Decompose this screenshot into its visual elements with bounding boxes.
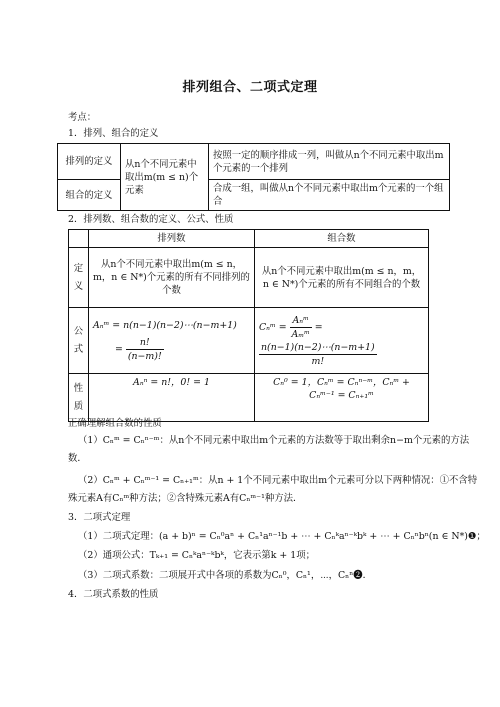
property-2-line-2: 殊元素A有Cₙᵐ种方法；②含特殊元素A有Cₙᵐ⁻¹种方法． — [68, 493, 303, 504]
comb-frac2-num: n(n−1)(n−2)⋯(n−m+1) — [261, 341, 375, 353]
general-term: （2）通项公式：Tₖ₊₁ = Cₙᵏaⁿ⁻ᵏbᵏ，它表示第k + 1项； — [78, 550, 315, 561]
perm-property: Aₙⁿ = n!，0! = 1 — [89, 374, 255, 422]
perm-formula-factorial: = $\frac{n!}{(n-m)!}$ — [115, 336, 162, 362]
binomial-theorem: （1）二项式定理：(a + b)ⁿ = Cₙ⁰aⁿ + Cₙ¹aⁿ⁻¹b + ⋯ + Cₙᵏaⁿ⁻ᵏbᵏ + ⋯ + Cₙⁿbⁿ(n ∈ N*)❶； — [78, 531, 486, 542]
row-label-definition: 定义 — [69, 248, 89, 308]
col-header-comb: 组合数 — [255, 230, 429, 248]
perm-formula-expanded: Aₙᵐ = n(n−1)(n−2)⋯(n−m+1) — [93, 319, 237, 331]
corner-cell — [69, 230, 89, 248]
table-row — [69, 374, 429, 422]
comb-lhs: Cₙᵐ = — [259, 321, 287, 333]
perm-definition: 从n个不同元素中取出m(m ≤ n，m，n ∈ N*)个元素的所有不同排列的个数 — [89, 248, 255, 308]
perm-frac-den: (n−m)! — [127, 350, 162, 362]
property-2-line-1: （2）Cₙᵐ + Cₙᵐ⁻¹ = Cₙ₊₁ᵐ：从n + 1个不同元素中取出m个元素可分以下两种情况：①不含特 — [78, 475, 478, 486]
property-title: 正确理解组合数的性质 — [68, 418, 162, 429]
comb-formula-cell — [255, 308, 429, 374]
property-1-line-1: （1）Cₙᵐ = Cₙⁿ⁻ᵐ：从n个不同元素中取出m个元素的方法数等于取出剩余n−m个元素的方法 — [78, 435, 470, 446]
comb-formula: Cₙᵐ = $\frac{\text{Aₙᵐ}}{\text{Aₘᵐ}}$ = $\frac{n(n-1)(n-2)\cdots(n-m+1)}{m!}$ — [259, 314, 375, 367]
row-label-formula: 公式 — [69, 308, 89, 374]
comb-frac1-den: Aₘᵐ — [291, 328, 310, 340]
section-3-heading: 3．二项式定理 — [68, 512, 131, 523]
col-header-perm: 排列数 — [89, 230, 255, 248]
table-row — [58, 180, 450, 211]
section-2-heading: 2．排列数、组合数的定义、公式、性质 — [68, 214, 234, 225]
perm-def-label: 排列的定义 — [58, 144, 121, 180]
comb-def-desc: 合成一组，叫做从n个不同元素中取出m个元素的一个组合 — [209, 180, 450, 211]
comb-property: Cₙ⁰ = 1，Cₙᵐ = Cₙⁿ⁻ᵐ，Cₙᵐ + Cₙᵐ⁻¹ = Cₙ₊₁ᵐ — [255, 374, 429, 422]
perm-def-desc: 按照一定的顺序排成一列，叫做从n个不同元素中取出m个元素的一个排列 — [209, 144, 450, 180]
perm-formula-cell — [89, 308, 255, 374]
kaodian-label: 考点： — [68, 112, 97, 123]
row-label-property: 性质 — [69, 374, 89, 422]
table-header-row — [69, 230, 429, 248]
binomial-coefficients: （3）二项式系数：二项展开式中各项的系数为Cₙ⁰，Cₙ¹，⋯，Cₙⁿ❷． — [78, 570, 373, 581]
table-row — [69, 248, 429, 308]
comb-def-label: 组合的定义 — [58, 180, 121, 211]
numbers-table — [68, 229, 429, 422]
definition-table — [57, 143, 450, 211]
comb-frac2-den: m! — [311, 355, 325, 367]
comb-definition: 从n个不同元素中取出m(m ≤ n，m，n ∈ N*)个元素的所有不同组合的个数 — [255, 248, 429, 308]
comb-frac1-num: Aₙᵐ — [290, 314, 312, 328]
page-title: 排列组合、二项式定理 — [182, 80, 318, 95]
section-1-heading: 1．排列、组合的定义 — [68, 128, 159, 139]
shared-condition: 从n个不同元素中取出m(m ≤ n)个元素 — [121, 144, 209, 211]
property-1-line-2: 数． — [68, 453, 87, 464]
section-4-heading: 4．二项式系数的性质 — [68, 589, 159, 600]
table-row — [69, 308, 429, 374]
table-row — [58, 144, 450, 180]
perm-frac-num: n! — [126, 336, 164, 350]
